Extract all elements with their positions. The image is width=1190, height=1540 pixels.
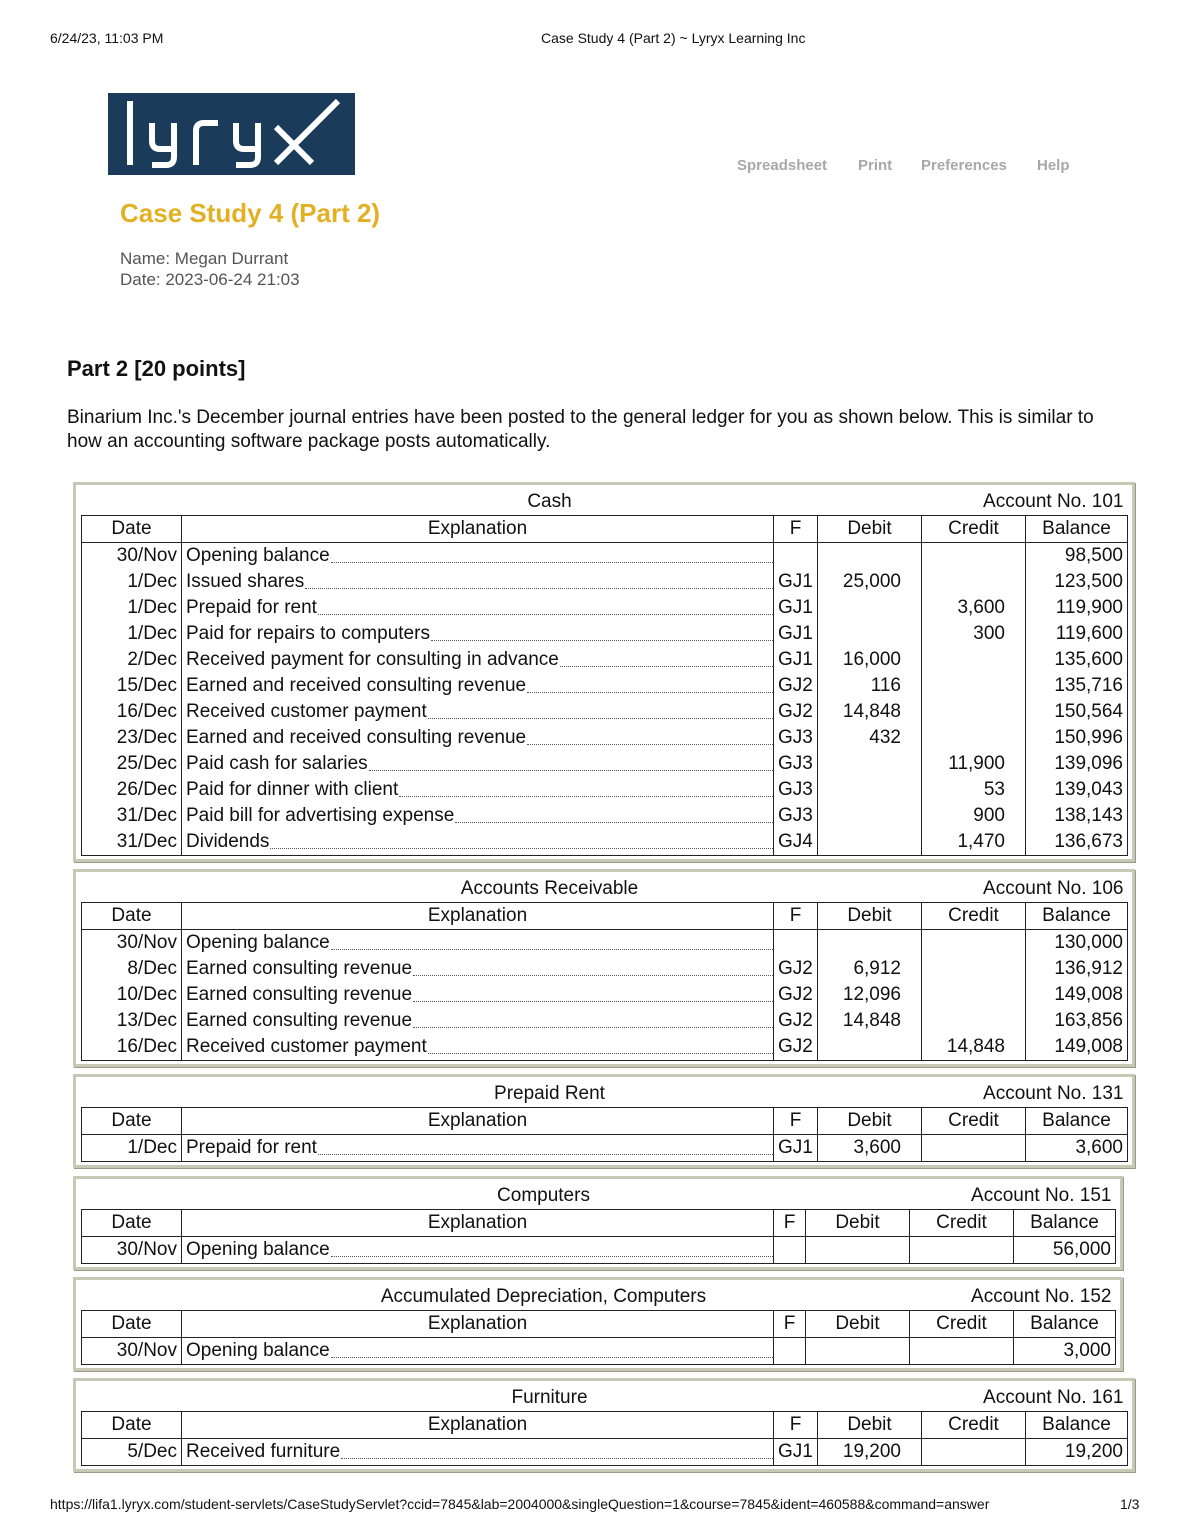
dot-leader <box>331 948 773 950</box>
column-header-balance: Balance <box>1014 1210 1116 1237</box>
row-credit: 14,848 <box>922 1034 1026 1061</box>
dot-leader <box>413 1026 773 1028</box>
row-date: 30/Nov <box>82 543 182 570</box>
row-balance: 150,996 <box>1026 725 1128 751</box>
row-date: 10/Dec <box>82 982 182 1008</box>
ledger-account-number: Account No. 152 <box>971 1286 1112 1307</box>
ledger-row <box>82 1338 1116 1365</box>
explanation-text: Prepaid for rent <box>186 1137 317 1158</box>
row-balance: 139,096 <box>1026 751 1128 777</box>
row-folio <box>774 1237 806 1264</box>
row-explanation <box>182 621 774 647</box>
row-date: 30/Nov <box>82 1338 182 1365</box>
row-credit <box>922 982 1026 1008</box>
row-folio: GJ2 <box>774 956 818 982</box>
row-debit: 16,000 <box>818 647 922 673</box>
column-header-date: Date <box>82 1412 182 1439</box>
footer-url: https://lifa1.lyryx.com/student-servlets/CaseStudyServlet?ccid=7845&lab=2004000&singleQuestion=1&course=7845&ident=460588&command=answer <box>50 1496 990 1512</box>
row-folio: GJ2 <box>774 673 818 699</box>
row-folio: GJ1 <box>774 1439 818 1466</box>
ledger-row <box>82 725 1128 751</box>
row-explanation <box>182 647 774 673</box>
column-header-explanation: Explanation <box>182 1210 774 1237</box>
row-debit: 19,200 <box>818 1439 922 1466</box>
row-folio: GJ1 <box>774 595 818 621</box>
row-folio: GJ3 <box>774 751 818 777</box>
ledger-account-name: Prepaid Rent <box>494 1083 605 1104</box>
ledger-account-name: Cash <box>527 491 572 512</box>
explanation-text: Opening balance <box>186 1340 330 1361</box>
row-explanation <box>182 673 774 699</box>
explanation-text: Dividends <box>186 831 270 852</box>
column-header-date: Date <box>82 903 182 930</box>
explanation-text: Opening balance <box>186 932 330 953</box>
row-date: 15/Dec <box>82 673 182 699</box>
row-balance: 130,000 <box>1026 930 1128 957</box>
row-debit <box>818 829 922 856</box>
row-debit: 3,600 <box>818 1135 922 1162</box>
row-balance: 19,200 <box>1026 1439 1128 1466</box>
explanation-text: Prepaid for rent <box>186 597 317 618</box>
row-folio: GJ1 <box>774 621 818 647</box>
dot-leader <box>318 1153 773 1155</box>
ledger-row <box>82 595 1128 621</box>
column-header-balance: Balance <box>1014 1311 1116 1338</box>
column-header-credit: Credit <box>922 903 1026 930</box>
row-folio: GJ2 <box>774 1008 818 1034</box>
row-explanation <box>182 543 774 570</box>
explanation-text: Paid cash for salaries <box>186 753 368 774</box>
row-credit <box>922 725 1026 751</box>
row-explanation <box>182 777 774 803</box>
column-header-balance: Balance <box>1026 516 1128 543</box>
ledger-prepaid-rent <box>73 1074 1135 1168</box>
ledger-row <box>82 1135 1128 1162</box>
explanation-text: Received payment for consulting in advance <box>186 649 559 670</box>
explanation-text: Earned and received consulting revenue <box>186 675 527 696</box>
row-explanation <box>182 982 774 1008</box>
row-balance: 136,673 <box>1026 829 1128 856</box>
column-header-credit: Credit <box>922 1108 1026 1135</box>
column-header-debit: Debit <box>806 1311 910 1338</box>
row-balance: 3,600 <box>1026 1135 1128 1162</box>
column-header-f: F <box>774 1412 818 1439</box>
ledger-account-number: Account No. 106 <box>983 878 1124 899</box>
row-date: 31/Dec <box>82 829 182 856</box>
row-credit: 1,470 <box>922 829 1026 856</box>
row-explanation <box>182 751 774 777</box>
ledger-row <box>82 1034 1128 1061</box>
row-balance: 123,500 <box>1026 569 1128 595</box>
row-debit <box>818 543 922 570</box>
ledger-row <box>82 777 1128 803</box>
explanation-text: Paid for repairs to computers <box>186 623 430 644</box>
row-debit: 6,912 <box>818 956 922 982</box>
row-balance: 98,500 <box>1026 543 1128 570</box>
column-header-debit: Debit <box>818 1108 922 1135</box>
ledger-row <box>82 982 1128 1008</box>
dot-leader <box>331 561 773 563</box>
row-explanation <box>182 1237 774 1264</box>
row-date: 25/Dec <box>82 751 182 777</box>
row-debit: 14,848 <box>818 699 922 725</box>
row-folio <box>774 543 818 570</box>
row-date: 8/Dec <box>82 956 182 982</box>
explanation-text: Received customer payment <box>186 1036 427 1057</box>
row-folio: GJ2 <box>774 1034 818 1061</box>
page-title: Case Study 4 (Part 2) <box>120 198 381 228</box>
row-credit: 11,900 <box>922 751 1026 777</box>
column-header-f: F <box>774 1210 806 1237</box>
dot-leader <box>331 1356 773 1358</box>
row-balance: 3,000 <box>1014 1338 1116 1365</box>
row-credit <box>922 1439 1026 1466</box>
row-debit: 25,000 <box>818 569 922 595</box>
column-header-explanation: Explanation <box>182 903 774 930</box>
column-header-credit: Credit <box>922 1412 1026 1439</box>
row-date: 16/Dec <box>82 1034 182 1061</box>
row-credit <box>922 1008 1026 1034</box>
ledger-account-name: Furniture <box>511 1387 588 1408</box>
column-header-explanation: Explanation <box>182 1311 774 1338</box>
ledger-account-number: Account No. 131 <box>983 1083 1124 1104</box>
row-explanation <box>182 699 774 725</box>
row-date: 2/Dec <box>82 647 182 673</box>
column-header-explanation: Explanation <box>182 516 774 543</box>
nav-preferences[interactable]: Preferences <box>921 157 1007 174</box>
ledger-row <box>82 1237 1116 1264</box>
column-header-credit: Credit <box>910 1311 1014 1338</box>
column-header-explanation: Explanation <box>182 1108 774 1135</box>
row-debit: 14,848 <box>818 1008 922 1034</box>
row-debit: 116 <box>818 673 922 699</box>
row-credit <box>922 673 1026 699</box>
explanation-text: Paid bill for advertising expense <box>186 805 455 826</box>
row-folio: GJ2 <box>774 699 818 725</box>
row-balance: 149,008 <box>1026 982 1128 1008</box>
column-header-date: Date <box>82 516 182 543</box>
ledger-account-number: Account No. 161 <box>983 1387 1124 1408</box>
dot-leader <box>431 639 773 641</box>
row-credit <box>922 569 1026 595</box>
column-header-debit: Debit <box>818 516 922 543</box>
ledger-row <box>82 647 1128 673</box>
row-debit <box>818 621 922 647</box>
column-header-balance: Balance <box>1026 903 1128 930</box>
row-credit <box>922 956 1026 982</box>
row-balance: 136,912 <box>1026 956 1128 982</box>
row-date: 1/Dec <box>82 569 182 595</box>
column-header-date: Date <box>82 1210 182 1237</box>
column-header-credit: Credit <box>922 516 1026 543</box>
nav-print[interactable]: Print <box>858 157 893 174</box>
part-heading: Part 2 [20 points] <box>67 356 246 381</box>
row-debit <box>818 777 922 803</box>
row-debit: 12,096 <box>818 982 922 1008</box>
row-folio: GJ3 <box>774 725 818 751</box>
row-folio: GJ3 <box>774 803 818 829</box>
explanation-text: Paid for dinner with client <box>186 779 399 800</box>
row-credit <box>922 543 1026 570</box>
column-header-f: F <box>774 1108 818 1135</box>
ledger-furniture <box>73 1378 1135 1472</box>
ledger-account-number: Account No. 151 <box>971 1185 1112 1206</box>
dot-leader <box>560 665 773 667</box>
row-balance: 149,008 <box>1026 1034 1128 1061</box>
row-credit <box>922 699 1026 725</box>
row-folio: GJ2 <box>774 982 818 1008</box>
ledger-accumulated-depreciation-computers <box>73 1277 1123 1371</box>
row-folio: GJ1 <box>774 647 818 673</box>
column-header-debit: Debit <box>818 1412 922 1439</box>
column-header-credit: Credit <box>910 1210 1014 1237</box>
row-balance: 138,143 <box>1026 803 1128 829</box>
row-explanation <box>182 803 774 829</box>
row-credit <box>922 647 1026 673</box>
row-explanation <box>182 956 774 982</box>
row-balance: 135,716 <box>1026 673 1128 699</box>
row-explanation <box>182 1439 774 1466</box>
row-debit: 432 <box>818 725 922 751</box>
row-explanation <box>182 1008 774 1034</box>
ledger-account-name: Accounts Receivable <box>460 878 639 899</box>
dot-leader <box>428 717 773 719</box>
ledger-row <box>82 699 1128 725</box>
row-balance: 139,043 <box>1026 777 1128 803</box>
ledger-account-name: Accumulated Depreciation, Computers <box>380 1286 707 1307</box>
row-credit <box>910 1237 1014 1264</box>
nav-spreadsheet[interactable]: Spreadsheet <box>737 157 828 174</box>
row-explanation <box>182 595 774 621</box>
row-credit: 3,600 <box>922 595 1026 621</box>
row-balance: 150,564 <box>1026 699 1128 725</box>
dot-leader <box>318 613 773 615</box>
row-debit <box>818 803 922 829</box>
row-balance: 135,600 <box>1026 647 1128 673</box>
row-credit <box>922 1135 1026 1162</box>
row-debit <box>806 1338 910 1365</box>
ledger-row <box>82 930 1128 957</box>
row-folio: GJ1 <box>774 1135 818 1162</box>
explanation-text: Received customer payment <box>186 701 427 722</box>
ledger-row <box>82 956 1128 982</box>
row-balance: 56,000 <box>1014 1237 1116 1264</box>
column-header-f: F <box>774 903 818 930</box>
row-date: 23/Dec <box>82 725 182 751</box>
column-header-debit: Debit <box>806 1210 910 1237</box>
ledger-row <box>82 829 1128 856</box>
explanation-text: Issued shares <box>186 571 305 592</box>
explanation-text: Earned consulting revenue <box>186 958 413 979</box>
row-date: 16/Dec <box>82 699 182 725</box>
dot-leader <box>305 587 773 589</box>
row-date: 1/Dec <box>82 595 182 621</box>
row-date: 30/Nov <box>82 930 182 957</box>
row-credit: 900 <box>922 803 1026 829</box>
row-credit <box>910 1338 1014 1365</box>
lyryx-logo[interactable] <box>108 93 355 175</box>
ledger-accounts-receivable <box>73 869 1135 1067</box>
column-header-balance: Balance <box>1026 1412 1128 1439</box>
column-header-date: Date <box>82 1311 182 1338</box>
row-folio: GJ1 <box>774 569 818 595</box>
row-date: 31/Dec <box>82 803 182 829</box>
column-header-date: Date <box>82 1108 182 1135</box>
ledger-account-number: Account No. 101 <box>983 491 1124 512</box>
ledger-cash <box>73 482 1135 862</box>
row-credit: 300 <box>922 621 1026 647</box>
row-explanation <box>182 1034 774 1061</box>
row-date: 30/Nov <box>82 1237 182 1264</box>
ledger-row <box>82 751 1128 777</box>
column-header-f: F <box>774 1311 806 1338</box>
dot-leader <box>527 691 773 693</box>
ledger-computers <box>73 1176 1123 1270</box>
dot-leader <box>341 1457 773 1459</box>
ledger-row <box>82 569 1128 595</box>
row-explanation <box>182 725 774 751</box>
row-debit <box>806 1237 910 1264</box>
row-date: 5/Dec <box>82 1439 182 1466</box>
ledger-row <box>82 803 1128 829</box>
row-folio: GJ3 <box>774 777 818 803</box>
row-date: 26/Dec <box>82 777 182 803</box>
row-balance: 163,856 <box>1026 1008 1128 1034</box>
dot-leader <box>331 1255 773 1257</box>
row-explanation <box>182 829 774 856</box>
row-folio <box>774 1338 806 1365</box>
ledger-row <box>82 1008 1128 1034</box>
row-debit <box>818 751 922 777</box>
row-balance: 119,900 <box>1026 595 1128 621</box>
row-date: 13/Dec <box>82 1008 182 1034</box>
explanation-text: Earned and received consulting revenue <box>186 727 527 748</box>
column-header-balance: Balance <box>1026 1108 1128 1135</box>
intro-paragraph: Binarium Inc.'s December journal entries have been posted to the general ledger for you as shown below. This is similar to how an accounting software package posts automatically. <box>67 407 1094 452</box>
row-date: 1/Dec <box>82 621 182 647</box>
ledger-row <box>82 543 1128 570</box>
row-folio: GJ4 <box>774 829 818 856</box>
dot-leader <box>527 743 773 745</box>
dot-leader <box>399 795 773 797</box>
dot-leader <box>270 847 773 849</box>
row-date: 1/Dec <box>82 1135 182 1162</box>
row-debit <box>818 595 922 621</box>
dot-leader <box>369 769 773 771</box>
row-balance: 119,600 <box>1026 621 1128 647</box>
print-page-title: Case Study 4 (Part 2) ~ Lyryx Learning Inc <box>541 30 806 46</box>
row-explanation <box>182 930 774 957</box>
row-explanation <box>182 1338 774 1365</box>
row-credit: 53 <box>922 777 1026 803</box>
explanation-text: Earned consulting revenue <box>186 984 413 1005</box>
row-explanation <box>182 569 774 595</box>
dot-leader <box>428 1052 773 1054</box>
column-header-debit: Debit <box>818 903 922 930</box>
student-name: Name: Megan Durrant <box>120 249 289 268</box>
row-debit <box>818 1034 922 1061</box>
explanation-text: Received furniture <box>186 1441 341 1462</box>
ledger-row <box>82 1439 1128 1466</box>
explanation-text: Earned consulting revenue <box>186 1010 413 1031</box>
ledger-row <box>82 621 1128 647</box>
print-datetime: 6/24/23, 11:03 PM <box>50 30 164 46</box>
dot-leader <box>455 821 773 823</box>
dot-leader <box>413 974 773 976</box>
row-explanation <box>182 1135 774 1162</box>
ledger-row <box>82 673 1128 699</box>
submission-date: Date: 2023-06-24 21:03 <box>120 270 300 289</box>
footer-page-number: 1/3 <box>1120 1496 1140 1512</box>
nav-help[interactable]: Help <box>1037 157 1070 174</box>
column-header-f: F <box>774 516 818 543</box>
dot-leader <box>413 1000 773 1002</box>
explanation-text: Opening balance <box>186 545 330 566</box>
ledger-account-name: Computers <box>497 1185 590 1206</box>
column-header-explanation: Explanation <box>182 1412 774 1439</box>
row-credit <box>922 930 1026 957</box>
explanation-text: Opening balance <box>186 1239 330 1260</box>
row-folio <box>774 930 818 957</box>
row-debit <box>818 930 922 957</box>
